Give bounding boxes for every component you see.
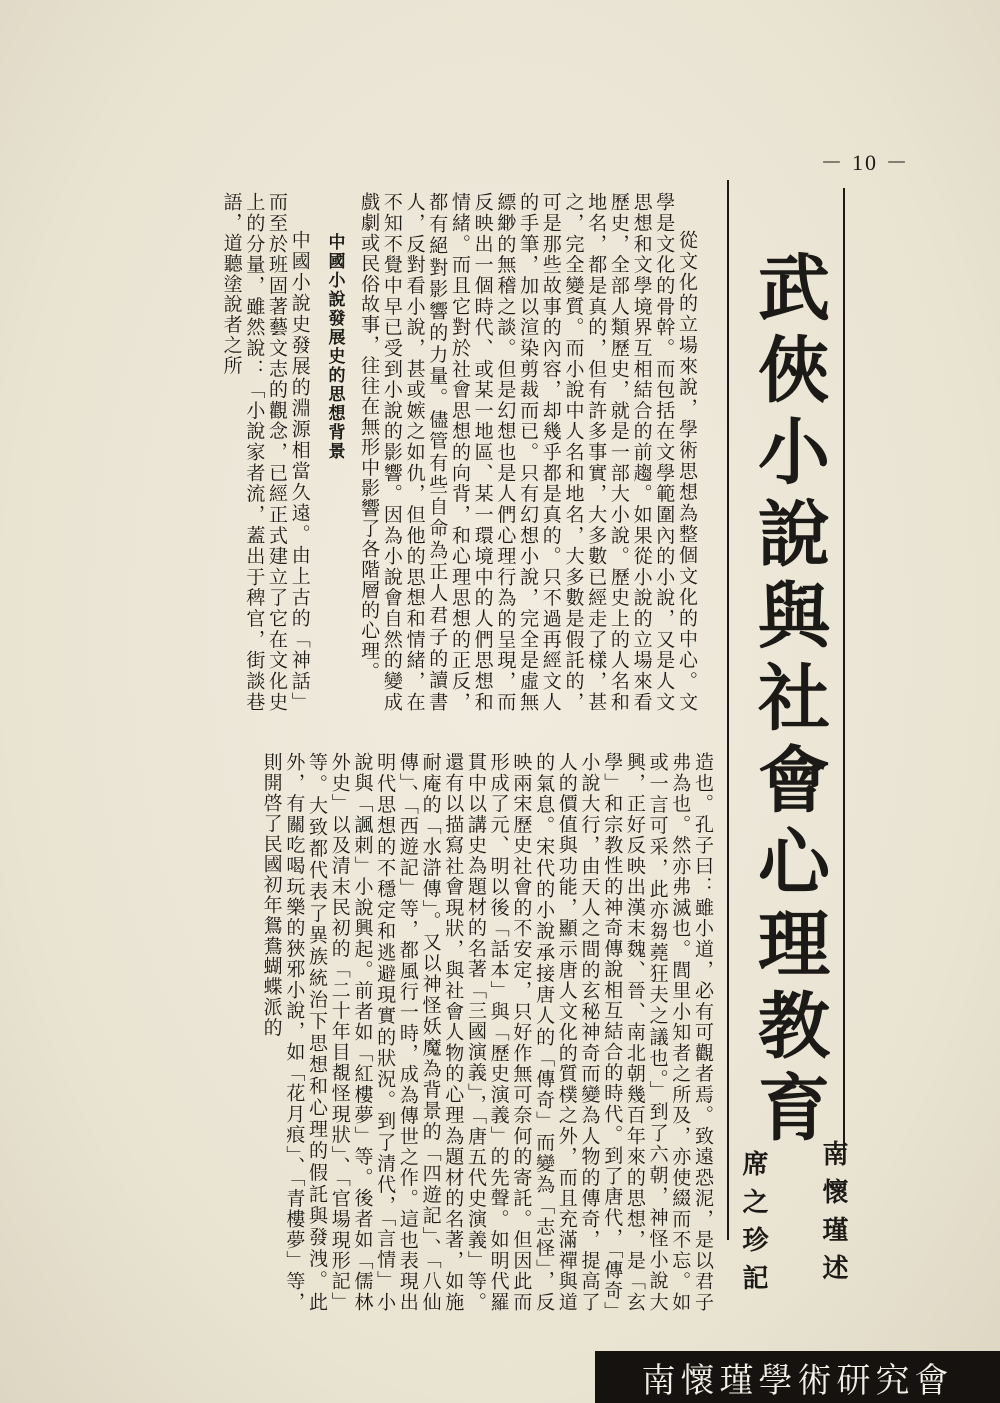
page-number: － 10 － [820,150,910,175]
section-paragraph-1-continued: 造也。孔子曰：雖小道，必有可觀者焉。致遠恐泥，是以君子弗為也。然亦弗滅也。閭里小知者之所及，亦使綴而不忘。如或一言可采，此亦芻蕘狂夫之議也。」到了六朝，神怪小說大興，正好反映出漢末魏、晉、南北朝幾百年來的思想，是「玄學」和宗教性的神奇傳說相互結合的時代。到了唐代，「傳奇」小說大行，由天人之間的玄秘神奇而變為人物的傳奇，提高了人的價值與功能，顯示唐人文化的質樸之外，而且充滿禪與道的氣息。宋代的小說承接唐人的「傳奇」而變為「志怪」，反映兩宋歷史社會的不安定，只好作無可奈何的寄託。但因此而形成了元、明以後「話本」與「歷史演義」的先聲。如明代羅貫中以講史為題材的名著「三國演義」，「唐五代史演義」等。還有以描寫社會現狀，與社會人物的心理為題材的名著，如施耐庵的「水滸傳」。又以神怪妖魔為背景的「四遊記」、「八仙傳」、「西遊記」等，都風行一時，成為傳世之作。這也表現出明代思想的不穩定和逃避現實的狀況。到了清代，「言情」小說與「諷刺」小說興起。前者如「紅樓夢」等。後者如「儒林外史」以及清末民初的「二十年目覩怪現狀」、「官場現形記」等。大致都代表了異族統治下思想和心理的假託與發洩。此外，有關吃喝玩樂的狹邪小說，如「花月痕」、「青樓夢」等，則開啓了民國初年鴛鴦蝴蝶派的 [260,752,714,1312]
body-column-top [220,192,698,712]
intro-paragraph: 從文化的立場來說，學術思想為整個文化的中心。文學是文化的骨幹。而包括在文學範圍內的小說，又是人文思想和文學境界互相結合的前趨。如果從小說的立場來看歷史，全部人類歷史，就是一部大小說。歷史上的人名和地名，都是真的，但有許多事實，大多數已經走了樣，甚之，完全變質。而小說中人名和地名，大多數是假託的，可是那些故事的內容，却幾乎都是真的。只不過再經文人的手筆，加以渲染剪裁而已。只有幻想小說，完全是虛無縹緲的無稽之談。但是幻想也是人們心理行為的呈現，而反映出一個時代、或某一地區、某一環境中的人們思想和情緒。而且它對於社會思想的向背，和心理思想的正反，都有絕對影響的力量。儘管有些自命為正人君子的讀書人，反對看小說，甚或嫉之如仇，但他的思想和情緒，在不知不覺中早已受到小說的影響。因為小說會自然的變成戲劇或民俗故事，往往在無形中影響了各階層的心理。 [358,192,698,712]
title-rule-right [843,188,845,1148]
section-heading: 中國小說發展史的思想背景 [324,232,345,461]
title-rule-left [727,180,729,1240]
author-line: 南懷瑾述 [818,1140,848,1292]
body-column-bottom [134,752,714,1312]
recorder-line: 席之珍記 [738,1150,768,1302]
section-paragraph-1: 中國小說史發展的淵源相當久遠。由上古的「神話」而至於班固著藝文志的觀念，已經正式建立了它在文化史上的分量，雖然說：「小說家者流，蓋出于稗官，街談巷語，道聽塗說者之所 [220,192,311,712]
article-title: 武俠小說與社會心理教育 [746,250,830,1152]
publisher-watermark: 南懷瑾學術研究會 [595,1351,1000,1403]
